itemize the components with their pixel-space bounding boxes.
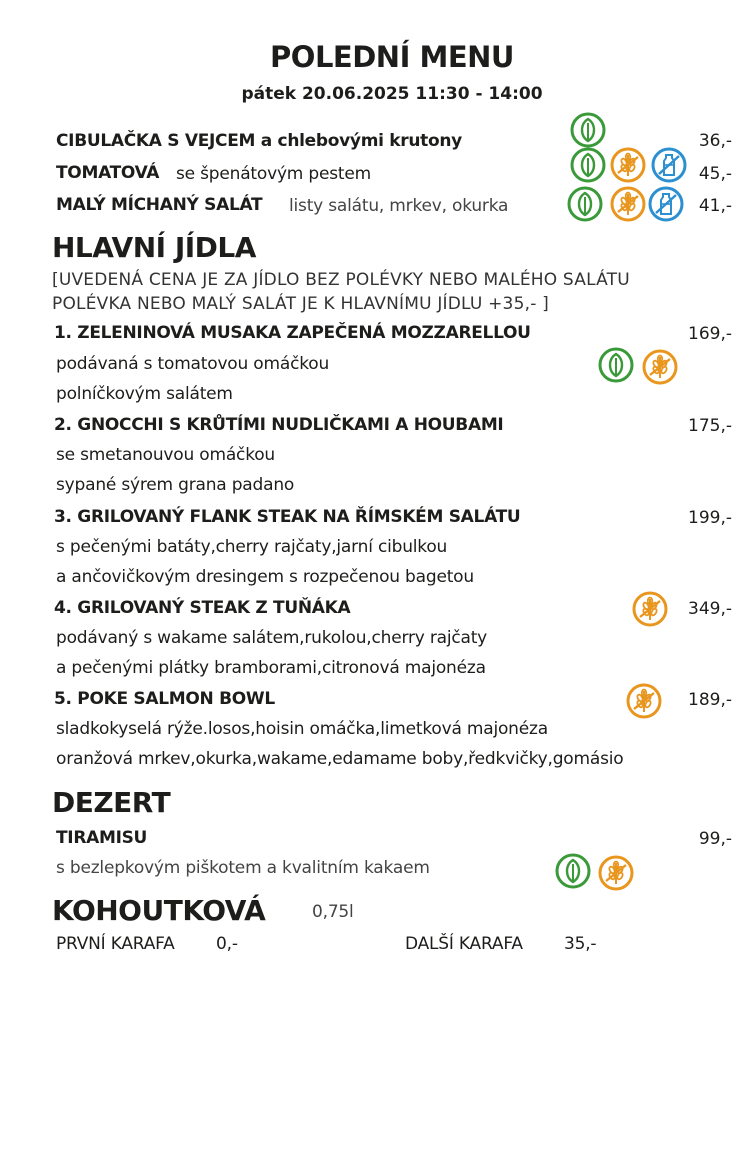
dish-price-2: 175,- — [688, 416, 732, 436]
lactose-free-icon — [648, 186, 684, 222]
soup-price-3: 41,- — [698, 196, 732, 216]
dish-desc-2b: sypané sýrem grana padano — [56, 475, 295, 495]
first-carafe-price: 0,- — [216, 934, 238, 954]
dish-desc-4a: podávaný s wakame salátem,rukolou,cherry rajčaty — [56, 628, 488, 648]
dish-desc-2a: se smetanouvou omáčkou — [56, 445, 276, 465]
gluten-free-icon — [610, 147, 646, 183]
soup-name-1: CIBULAČKA S VEJCEM a chlebovými krutony — [56, 131, 462, 151]
gluten-free-icon — [610, 186, 646, 222]
gluten-free-icon — [626, 683, 662, 719]
dish-price-5: 189,- — [688, 690, 732, 710]
soup-desc-3: listy salátu, mrkev, okurka — [289, 196, 509, 216]
vegetarian-icon — [555, 853, 591, 889]
menu-date-time: pátek 20.06.2025 11:30 - 14:00 — [241, 84, 543, 104]
tap-water-volume: 0,75l — [312, 902, 354, 922]
dessert-desc: s bezlepkovým piškotem a kvalitním kakaem — [56, 858, 430, 878]
dish-name-5: 5. POKE SALMON BOWL — [54, 689, 275, 709]
dish-price-3: 199,- — [688, 508, 732, 528]
page-title: POLEDNÍ MENU — [270, 40, 514, 74]
dish-price-4: 349,- — [688, 599, 732, 619]
dish-name-3: 3. GRILOVANÝ FLANK STEAK NA ŘÍMSKÉM SALÁTU — [54, 507, 521, 527]
lactose-free-icon — [651, 147, 687, 183]
next-carafe-label: DALŠÍ KARAFA — [405, 934, 523, 954]
soup-price-2: 45,- — [698, 164, 732, 184]
dessert-heading: DEZERT — [52, 786, 171, 819]
soup-name-2: TOMATOVÁ — [56, 163, 160, 183]
dish-desc-5b: oranžová mrkev,okurka,wakame,edamame boby,ředkvičky,gomásio — [56, 749, 624, 769]
dessert-price: 99,- — [698, 829, 732, 849]
dessert-name: TIRAMISU — [56, 828, 148, 848]
gluten-free-icon — [642, 349, 678, 385]
tap-water-heading: KOHOUTKOVÁ — [52, 894, 266, 927]
main-note-line-2: POLÉVKA NEBO MALÝ SALÁT JE K HLAVNÍMU JÍDLU +35,- ] — [52, 294, 549, 314]
soup-price-1: 36,- — [698, 131, 732, 151]
dish-price-1: 169,- — [688, 324, 732, 344]
dish-name-2: 2. GNOCCHI S KRŮTÍMI NUDLIČKAMI A HOUBAMI — [54, 415, 504, 435]
dish-desc-3b: a ančovičkovým dresingem s rozpečenou bagetou — [56, 567, 474, 587]
vegetarian-icon — [570, 112, 606, 148]
dish-desc-1a: podávaná s tomatovou omáčkou — [56, 354, 330, 374]
gluten-free-icon — [598, 855, 634, 891]
first-carafe-label: PRVNÍ KARAFA — [56, 934, 175, 954]
next-carafe-price: 35,- — [564, 934, 597, 954]
gluten-free-icon — [632, 591, 668, 627]
soup-desc-2: se špenátovým pestem — [176, 164, 371, 184]
dish-desc-1b: polníčkovým salátem — [56, 384, 233, 404]
vegetarian-icon — [570, 147, 606, 183]
soup-name-3: MALÝ MÍCHANÝ SALÁT — [56, 195, 263, 215]
dish-name-4: 4. GRILOVANÝ STEAK Z TUŇÁKA — [54, 598, 351, 618]
vegetarian-icon — [598, 347, 634, 383]
dish-desc-3a: s pečenými batáty,cherry rajčaty,jarní cibulkou — [56, 537, 448, 557]
vegetarian-icon — [567, 186, 603, 222]
dish-desc-4b: a pečenými plátky bramborami,citronová majonéza — [56, 658, 486, 678]
main-dishes-heading: HLAVNÍ JÍDLA — [52, 231, 256, 264]
main-note-line-1: [UVEDENÁ CENA JE ZA JÍDLO BEZ POLÉVKY NEBO MALÉHO SALÁTU — [52, 270, 630, 290]
dish-desc-5a: sladkokyselá rýže.losos,hoisin omáčka,limetková majonéza — [56, 719, 548, 739]
dish-name-1: 1. ZELENINOVÁ MUSAKA ZAPEČENÁ MOZZARELLOU — [54, 323, 531, 343]
